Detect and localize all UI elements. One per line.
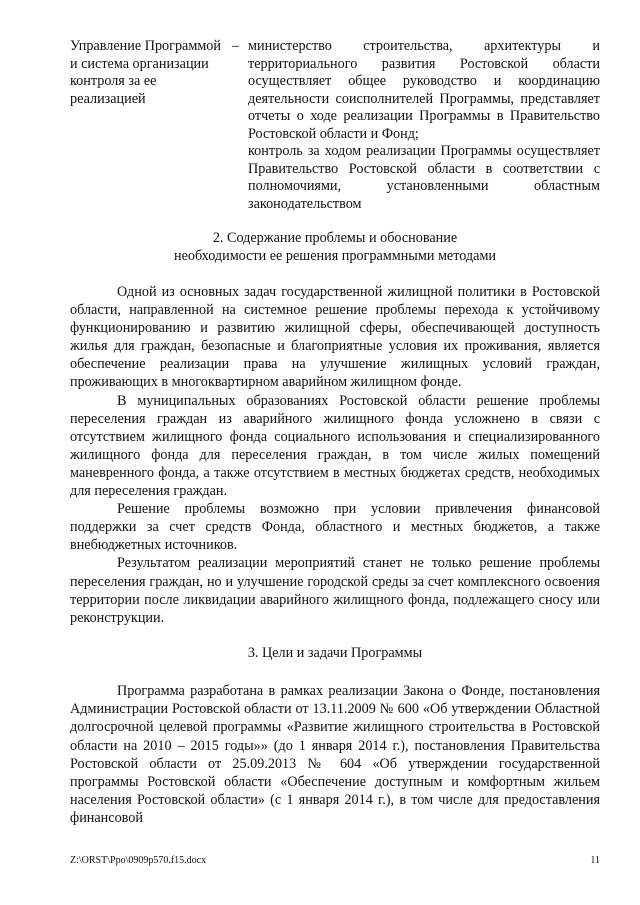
- management-description: [248, 38, 600, 213]
- section-2-title-line2: необходимости ее решения программными методами: [173, 247, 497, 264]
- management-paragraph: контроль за ходом реализации Программы осуществляет Правительство Ростовской области в соответствии с полномочиями, установленными областным законодательством: [248, 143, 600, 212]
- management-label: Управление Программой и система организации контроля за ее реализацией: [70, 38, 221, 107]
- page-number: 11: [590, 855, 600, 866]
- paragraph: Решение проблемы возможно при условии привлечения финансовой поддержки за счет средств Фонда, областного и местных бюджетов, а также внебюджетных источников.: [70, 501, 600, 554]
- section-3-title: 3. Цели и задачи Программы: [247, 644, 423, 661]
- file-path: Z:\ORST\Ppo\0909p570.f15.docx: [70, 855, 207, 866]
- paragraph: В муниципальных образованиях Ростовской области решение проблемы переселения граждан из аварийного жилищного фонда усложнено в связи с отсутствием жилищного фонда социального использования и специализированного жилищного фонда для переселения граждан, в том числе жилых помещений маневренного фонда, а также отсутствием в местных бюджетах средств, необходимых для переселения граждан.: [70, 392, 600, 500]
- section-2-body: [70, 283, 600, 627]
- document-page: [70, 38, 600, 827]
- section-3: [70, 645, 600, 827]
- section-2: [70, 230, 600, 627]
- paragraph: Одной из основных задач государственной жилищной политики в Ростовской области, направленной на системное решение проблемы перехода к устойчивому функционированию и развитию жилищной сферы, обеспечивающей доступность жилья для граждан, безопасные и благоприятные условия их проживания, является обеспечение реализации права на улучшение жилищных условий граждан, проживающих в многоквартирном аварийном жилищном фонде.: [70, 284, 600, 391]
- section-3-body: [70, 682, 600, 827]
- paragraph: Программа разработана в рамках реализации Закона о Фонде, постановления Администрации Ростовской области от 13.11.2009 № 600 «Об утверждении Областной долгосрочной целевой программы «Развитие жилищного строительства в Ростовской области на 2010 – 2015 годы»» (до 1 января 2014 г.), постановления Правительства Ростовской области от 25.09.2013 № 604 «Об утверждении государственной программы Ростовской области «Обеспечение доступным и комфортным жильем населения Ростовской области» (с 1 января 2014 г.), в том числе для предоставления финансовой: [70, 683, 600, 826]
- management-paragraph: министерство строительства, архитектуры и территориального развития Ростовской области осуществляет общее руководство и координацию деятельности соисполнителей Программы, представляет отчеты о ходе реализации Программы в Правительство Ростовской области и Фонд;: [248, 38, 600, 142]
- section-2-title: 2. Содержание проблемы и обоснование: [212, 230, 458, 246]
- management-dash: –: [232, 38, 240, 54]
- management-row: [70, 38, 600, 218]
- paragraph: Результатом реализации мероприятий станет не только решение проблемы переселения граждан, но и улучшение городской среды за счет комплексного освоения территории после ликвидации аварийного жилищного фонда, подлежащего сносу или реконструкции.: [70, 555, 600, 626]
